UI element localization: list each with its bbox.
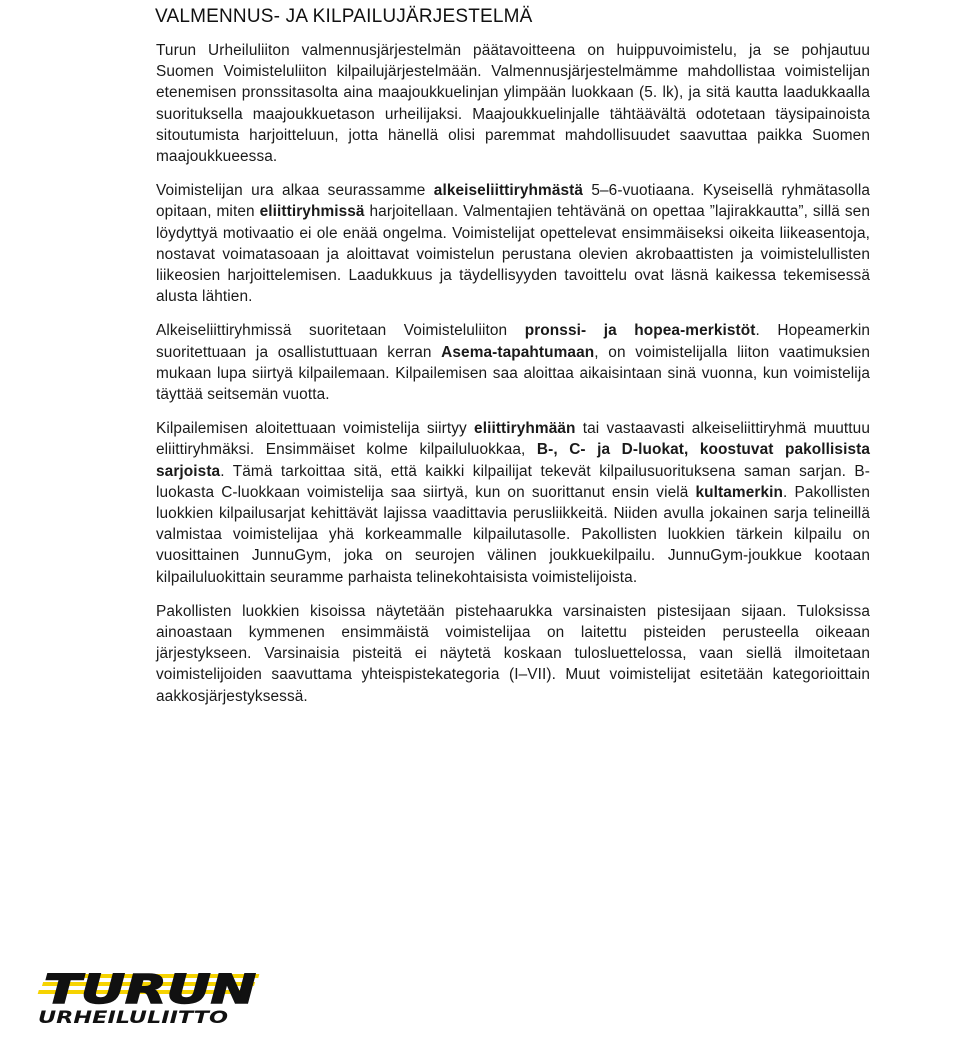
keyword-text: Asema-tapahtumaan: [441, 343, 595, 361]
body-text-run: harjoitellaan. Valmentajien tehtävänä on opettaa ”lajirakkautta”, sillä sen löydyttyä motivaatio ei ole enää ongelma. Voimistelijat opettelevat ensimmäiseksi oikeita liikeasentoja, nostavat voimatasoaan ja aloittavat voimistelun perustana olevien akrobaattisten ja voimistelullisten liikeosien harjoittelemisen. Laadukkuus ja täydellisyyden tavoittelu ovat läsnä kaikessa tekemisessä alusta lähtien.: [156, 203, 870, 306]
paragraph-scoring: [156, 601, 870, 707]
body-text-run: Kilpailemisen aloitettuaan voimistelija siirtyy: [156, 420, 475, 438]
page-title: VALMENNUS- JA KILPAILUJÄRJESTELMÄ: [155, 6, 533, 27]
body-text-run: . Pakollisten luokkien kilpailusarjat kehittävät lajissa vaadittavia perusliikkeitä. Niiden avulla jokainen sarja telineillä valmistaa voimistelijaa yhä korkeammalle kilpailutasolle. Pakollisten luokkien tärkein kilpailu on vuosittainen JunnuGym, joka on seurojen välinen joukkuekilpailu. JunnuGym-joukkue kootaan kilpailuluokittain seuramme parhaista telinekohtaisista voimistelijoista.: [156, 483, 871, 586]
keyword-text: eliittiryhmään: [474, 420, 576, 438]
body-text-run: Pakollisten luokkien kisoissa näytetään pistehaarukka varsinaisten pistesijaan sijaan. Tuloksissa ainoastaan kymmenen ensimmäistä voimistelijaa on laitettu pisteiden perusteella oikeaan järjestykseen. Varsinaisia pisteitä ei näytetä koskaan tulosluettelossa, vaan siellä ilmoitetaan voimistelijoiden saavuttama yhteispistekategoria (I–VII). Muut voimistelijat esitetään kategorioittain aakkosjärjestyksessä.: [156, 602, 870, 705]
body-text-run: Turun Urheiluliiton valmennusjärjestelmän päätavoitteena on huippuvoimistelu, ja se pohjautuu Suomen Voimisteluliiton kilpailujärjestelmään. Valmennusjärjestelmämme mahdollistaa voimistelijan etenemisen pronssitasolta aina maajoukkuelinjan ylimpään luokkaan (5. lk), ja sitä kautta laadukkaalla suorituksella maajoukkuetason urheilijaksi. Maajoukkuelinjalle tähtäävältä odotetaan täysipainoista sitoutumista harjoitteluun, jotta hänellä olisi paremmat mahdollisuudet saavuttaa paikka Suomen maajoukkueessa.: [156, 42, 870, 166]
keyword-text: pronssi- ja hopea-merkistöt: [524, 322, 756, 340]
body-text-run: Voimistelijan ura alkaa seurassamme: [156, 182, 434, 200]
body-text-run: . Tämä tarkoittaa sitä, että kaikki kilpailijat tekevät kilpailusuorituksena saman sarjan. B-luokasta C-luokkaan voimistelija saa siirtyä, kun on suorittanut ensin vielä: [156, 462, 870, 501]
body-text-run: tai vastaavasti alkeiseliittiryhmä muuttuu eliittiryhmäksi. Ensimmäiset kolme kilpailuluokkaa,: [156, 420, 870, 459]
keyword-text: B-, C- ja D-luokat, koostuvat pakollisista sarjoista: [156, 441, 870, 480]
body-text-run: . Hopeamerkin suoritettuaan ja osallistuttuaan kerran: [156, 322, 870, 361]
keyword-text: eliittiryhmissä: [259, 203, 365, 221]
body-text: [156, 40, 870, 720]
paragraph-competition: [156, 418, 870, 588]
keyword-text: alkeiseliittiryhmästä: [433, 182, 584, 200]
logo-wordmark: TURUN: [44, 967, 256, 1013]
paragraph-intro: [156, 40, 870, 167]
paragraph-badges: [156, 320, 870, 405]
logo-subtitle: URHEILULIITTO: [38, 1008, 228, 1027]
body-text-run: 5–6-vuotiaana. Kyseisellä ryhmätasolla opitaan, miten: [156, 182, 871, 221]
keyword-text: kultamerkin: [695, 483, 784, 501]
turun-urheiluliitto-logo: [32, 965, 262, 1027]
body-text-run: Alkeiseliittiryhmissä suoritetaan Voimisteluliiton: [156, 322, 525, 340]
paragraph-career-start: [156, 180, 870, 307]
body-text-run: , on voimistelijalla liiton vaatimuksien mukaan lupa siirtyä kilpailemaan. Kilpailemisen saa aloittaa aikaisintaan sinä vuonna, kun voimistelija täyttää seitsemän vuotta.: [156, 343, 870, 404]
